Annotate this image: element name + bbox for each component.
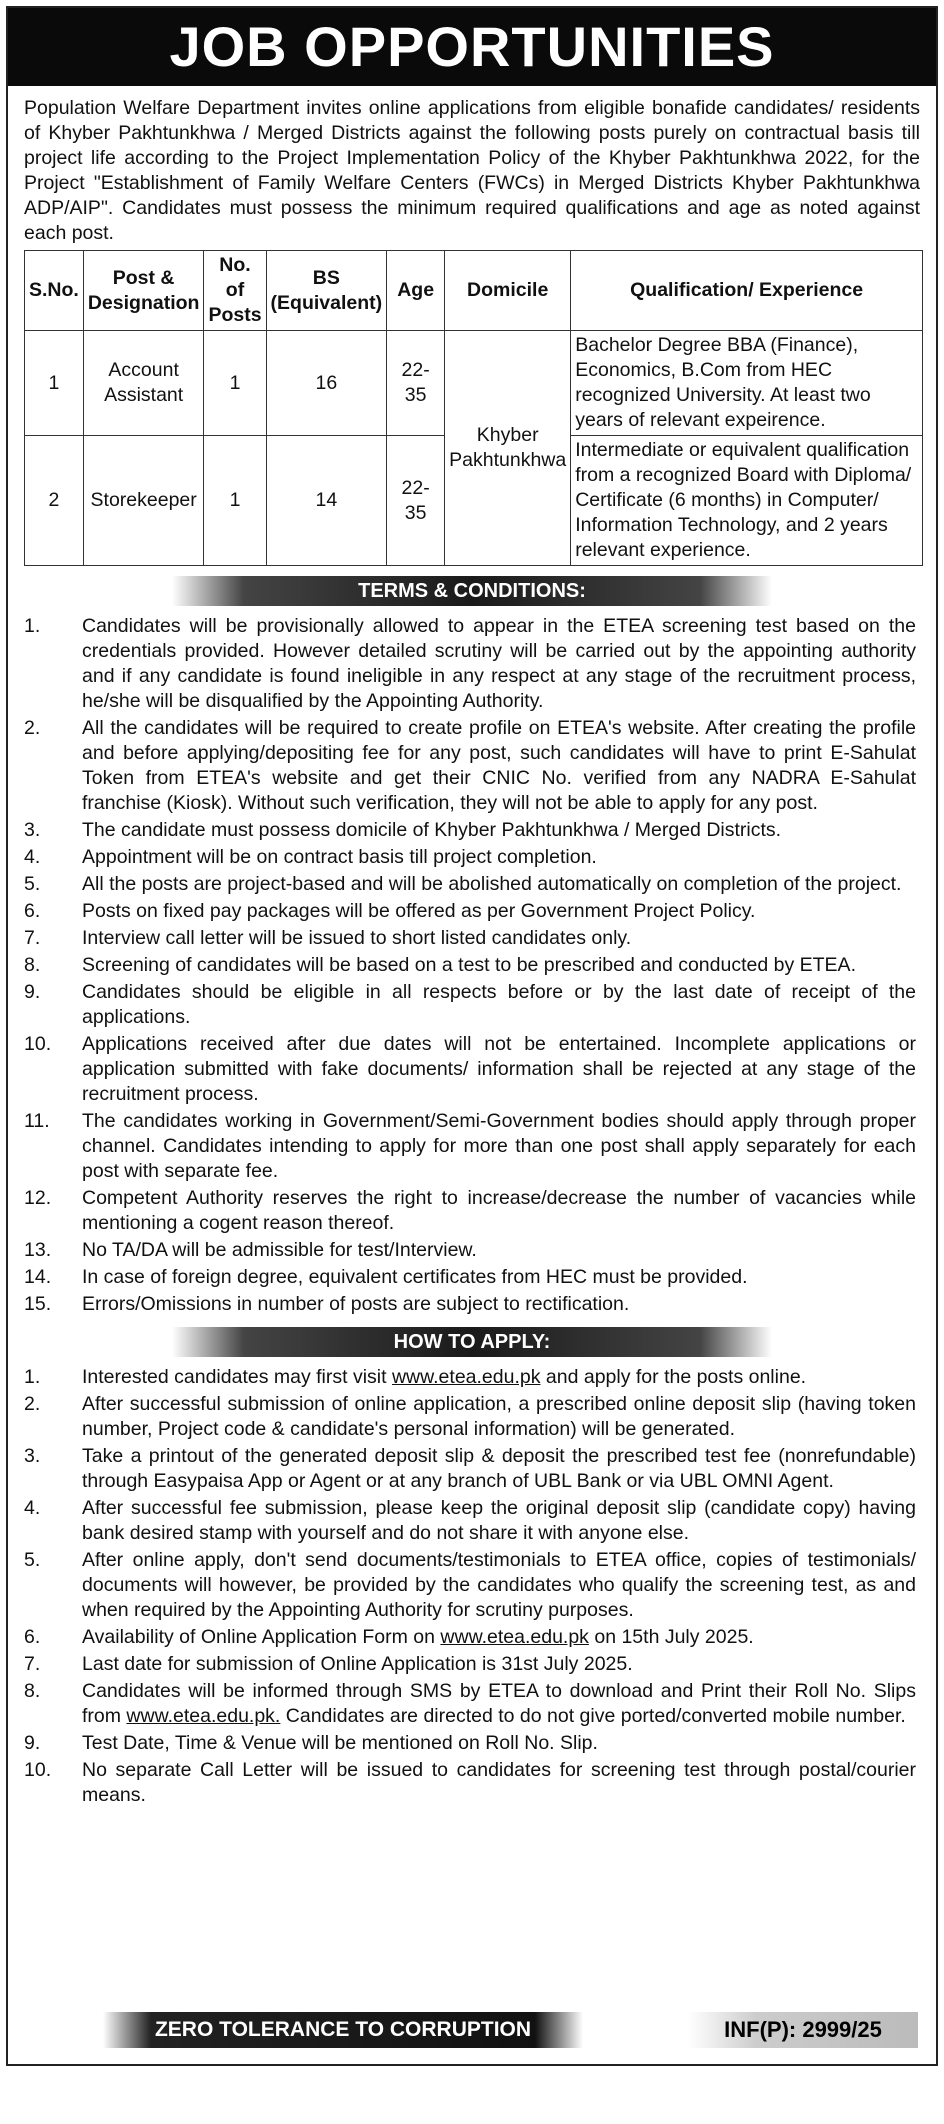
- table-row: [25, 331, 923, 436]
- list-item: 12. Competent Authority reserves the right to increase/decrease the number of vacancies while mentioning a cogent reason thereof.: [24, 1187, 916, 1234]
- terms-heading: TERMS & CONDITIONS:: [172, 576, 772, 606]
- cell-age: 22-35: [387, 331, 445, 436]
- cell-qualification: Intermediate or equivalent qualification from a recognized Board with Diploma/ Certificate (6 months) in Computer/ Information Technology, and 2 years relevant experience.: [571, 436, 923, 566]
- list-item: 3. The candidate must possess domicile of Khyber Pakhtunkhwa / Merged Districts.: [24, 819, 782, 841]
- header-qualification: Qualification/ Experience: [571, 251, 923, 331]
- table-header-row: [25, 251, 923, 331]
- list-item: 8. Candidates will be informed through SMS by ETEA to download and Print their Roll No. Slips from www.etea.edu.pk. Candidates are directed to do not give ported/converted mobile number.: [24, 1680, 916, 1727]
- list-item: 9. Candidates should be eligible in all respects before or by the last date of receipt of the applications.: [24, 981, 916, 1028]
- intro-paragraph: Population Welfare Department invites online applications from eligible bonafide candidates/ residents of Khyber Pakhtunkhwa / Merged Districts against the following posts purely on contractual basis till project life according to the Project Implementation Policy of the Khyber Pakhtunkhwa 2022, for the Project "Establishment of Family Welfare Centers (FWCs) in Merged Districts Khyber Pakhtunkhwa ADP/AIP". Candidates must possess the minimum required qualifications and age as noted against each post.: [24, 97, 920, 244]
- list-item: 14. In case of foreign degree, equivalent certificates from HEC must be provided.: [24, 1266, 748, 1288]
- cell-domicile: Khyber Pakhtunkhwa: [445, 331, 571, 566]
- list-item: 15. Errors/Omissions in number of posts are subject to rectification.: [24, 1293, 630, 1315]
- list-item: 10. No separate Call Letter will be issued to candidates for screening test through postal/courier means.: [24, 1759, 916, 1806]
- list-item: 1. Candidates will be provisionally allowed to appear in the ETEA screening test based on the credentials provided. However detailed scrutiny will be carried out by the appointing authority and if any candidate is found ineligible in any respect at any stage of the recruitment process, he/she will be disqualified by the Appointing Authority.: [24, 615, 916, 712]
- cell-post: Storekeeper: [83, 436, 204, 566]
- apply-list: [8, 1365, 936, 1808]
- advertisement: [6, 6, 938, 2066]
- list-item: 3. Take a printout of the generated deposit slip & deposit the prescribed test fee (nonrefundable) through Easypaisa App or Agent or at any branch of UBL Bank or via UBL OMNI Agent.: [24, 1445, 916, 1492]
- list-item: 7. Interview call letter will be issued to short listed candidates only.: [24, 927, 632, 949]
- etea-website-link[interactable]: www.etea.edu.pk.: [126, 1705, 281, 1727]
- etea-website-link[interactable]: www.etea.edu.pk: [391, 1366, 541, 1388]
- header-age: Age: [387, 251, 445, 331]
- page-title: JOB OPPORTUNITIES: [8, 8, 936, 86]
- cell-qualification: Bachelor Degree BBA (Finance), Economics, B.Com from HEC recognized University. At least two years of relevant expeirence.: [571, 331, 923, 436]
- list-item: 9. Test Date, Time & Venue will be mentioned on Roll No. Slip.: [24, 1732, 598, 1754]
- cell-num-posts: 1: [204, 331, 266, 436]
- list-item: 4. Appointment will be on contract basis till project completion.: [24, 846, 597, 868]
- header-sno: S.No.: [25, 251, 84, 331]
- list-item: 5. All the posts are project-based and will be abolished automatically on completion of the project.: [24, 873, 902, 895]
- list-item: 6. Availability of Online Application Form on www.etea.edu.pk on 15th July 2025.: [24, 1626, 754, 1648]
- cell-bs: 16: [266, 331, 387, 436]
- cell-sno: 2: [25, 436, 84, 566]
- cell-sno: 1: [25, 331, 84, 436]
- cell-age: 22-35: [387, 436, 445, 566]
- header-num-posts: No. of Posts: [204, 251, 266, 331]
- list-item: 13. No TA/DA will be admissible for test/Interview.: [24, 1239, 477, 1261]
- slogan-banner: ZERO TOLERANCE TO CORRUPTION: [103, 2012, 583, 2048]
- list-item: 11. The candidates working in Government/Semi-Government bodies should apply through proper channel. Candidates intending to apply for more than one post shall apply separately for each post with separate fee.: [24, 1110, 916, 1182]
- list-item: 8. Screening of candidates will be based on a test to be prescribed and conducted by ETEA.: [24, 954, 856, 976]
- how-to-apply-heading: HOW TO APPLY:: [172, 1327, 772, 1357]
- cell-num-posts: 1: [204, 436, 266, 566]
- list-item: 6. Posts on fixed pay packages will be offered as per Government Project Policy.: [24, 900, 756, 922]
- list-item: 5. After online apply, don't send documents/testimonials to ETEA office, copies of testimonials/ documents will however, be provided by the candidates who qualify the screening test, as and when required by the Appointing Authority for scrutiny purposes.: [24, 1549, 916, 1621]
- terms-list: [8, 614, 936, 1317]
- list-item: 10. Applications received after due dates will not be entertained. Incomplete applications or application submitted with fake documents/ information shall be rejected at any stage of the recruitment process.: [24, 1033, 916, 1105]
- list-item: 4. After successful fee submission, please keep the original deposit slip (candidate copy) having bank desired stamp with yourself and do not share it with anyone else.: [24, 1497, 916, 1544]
- list-item: 2. All the candidates will be required to create profile on ETEA's website. After creating the profile and before applying/depositing fee for any post, such candidates will have to print E-Sahulat Token from ETEA's website and get their CNIC No. verified from any NADRA E-Sahulat franchise (Kiosk). Without such verification, they will not be able to apply for any post.: [24, 717, 916, 814]
- reference-number: INF(P): 2999/25: [688, 2012, 918, 2048]
- list-item: 7. Last date for submission of Online Application is 31st July 2025.: [24, 1653, 633, 1675]
- header-domicile: Domicile: [445, 251, 571, 331]
- header-bs: BS (Equivalent): [266, 251, 387, 331]
- posts-table: [24, 250, 923, 566]
- footer: [8, 2012, 936, 2052]
- cell-post: Account Assistant: [83, 331, 204, 436]
- list-item: 1. Interested candidates may first visit www.etea.edu.pk and apply for the posts online.: [24, 1366, 807, 1388]
- etea-website-link[interactable]: www.etea.edu.pk: [440, 1626, 589, 1648]
- list-item: 2. After successful submission of online application, a prescribed online deposit slip (having token number, Project code & candidate's personal information) will be generated.: [24, 1393, 916, 1440]
- cell-bs: 14: [266, 436, 387, 566]
- header-post: Post & Designation: [83, 251, 204, 331]
